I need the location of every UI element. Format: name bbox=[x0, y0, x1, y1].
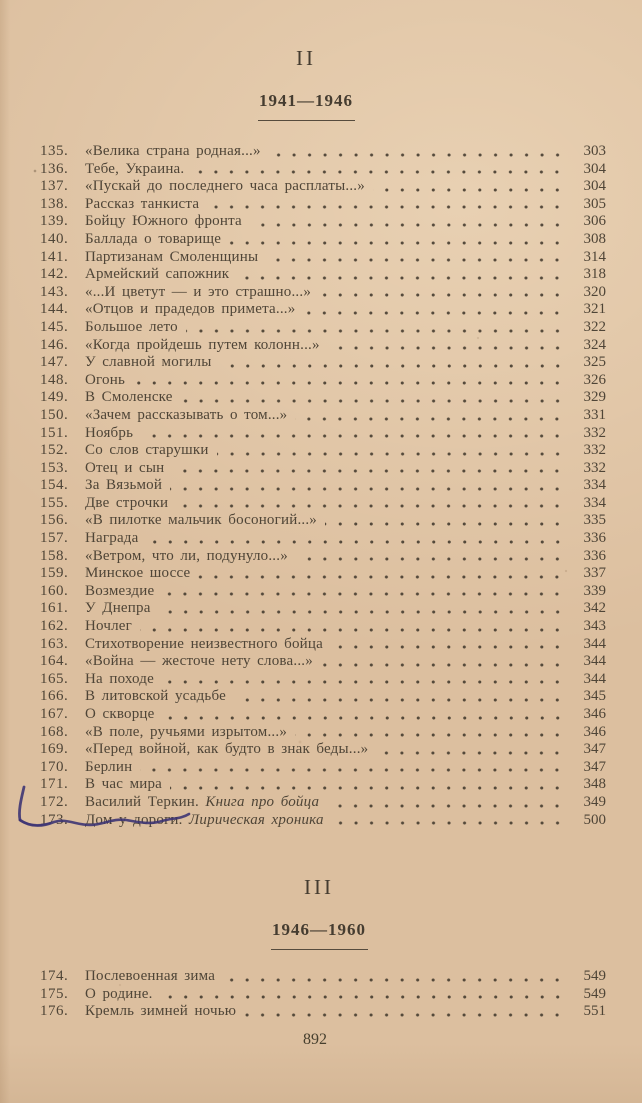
entry-page-number: 322 bbox=[583, 318, 606, 335]
toc-entry bbox=[40, 776, 606, 794]
entry-number: 167. bbox=[40, 706, 69, 722]
toc-entry bbox=[40, 407, 606, 425]
entry-title: Ноябрь bbox=[85, 424, 134, 441]
entry-title: «Ветром, что ли, подунуло...» bbox=[85, 547, 288, 564]
toc-entry bbox=[40, 600, 606, 618]
entry-page-number: 500 bbox=[583, 811, 606, 828]
entry-title: Кремль зимней ночью bbox=[85, 1003, 237, 1020]
entry-page-number: 336 bbox=[583, 530, 606, 547]
entry-title: Две строчки bbox=[85, 494, 169, 511]
entry-page-number: 551 bbox=[583, 1003, 606, 1020]
dot-leader bbox=[331, 637, 565, 652]
dot-leader bbox=[376, 743, 565, 758]
entry-number: 165. bbox=[40, 670, 69, 687]
toc-entry bbox=[40, 249, 606, 267]
entry-number: 153. bbox=[40, 459, 69, 476]
dot-leader bbox=[159, 602, 565, 617]
entry-number: 149. bbox=[40, 389, 69, 406]
entry-number: 156. bbox=[40, 512, 69, 529]
entry-page-number: 344 bbox=[583, 670, 606, 687]
entry-title: Ночлег bbox=[85, 618, 132, 635]
toc-entry bbox=[40, 512, 606, 530]
entry-title-italic: Книга про бойца bbox=[198, 793, 320, 810]
entry-title: В литовской усадьбе bbox=[85, 688, 226, 705]
dot-leader bbox=[162, 672, 565, 687]
entry-number: 155. bbox=[40, 494, 69, 511]
entry-number: 143. bbox=[40, 283, 69, 300]
entry-number: 136. bbox=[40, 160, 69, 177]
entry-title: Тебе, Украина. bbox=[85, 160, 185, 177]
entry-title: Дом у дороги. Лирическая хроника bbox=[85, 811, 324, 828]
toc-entry bbox=[40, 354, 606, 372]
toc-entry bbox=[40, 724, 606, 742]
entry-number: 157. bbox=[40, 530, 69, 547]
entry-page-number: 344 bbox=[583, 653, 606, 670]
entry-title: У Днепра bbox=[85, 600, 151, 617]
dot-leader bbox=[237, 268, 565, 283]
entry-number: 170. bbox=[40, 758, 69, 775]
toc-entry bbox=[40, 425, 606, 443]
entry-title: Большое лето bbox=[85, 318, 178, 335]
toc-entry bbox=[40, 530, 606, 548]
entry-title: На походе bbox=[85, 670, 154, 687]
entry-page-number: 347 bbox=[583, 741, 606, 758]
entry-page-number: 303 bbox=[583, 143, 606, 159]
section-years: 1946—1960 bbox=[272, 920, 366, 940]
entry-title: Минское шоссе bbox=[85, 565, 191, 582]
toc-list-1946-1960 bbox=[0, 968, 642, 1021]
entry-title: Возмездие bbox=[85, 582, 155, 599]
entry-page-number: 334 bbox=[583, 494, 606, 511]
dot-leader bbox=[140, 620, 565, 635]
entry-page-number: 326 bbox=[583, 371, 606, 388]
entry-page-number: 314 bbox=[583, 248, 606, 265]
toc-entry bbox=[40, 794, 606, 812]
dot-leader bbox=[163, 708, 566, 723]
entry-title: Награда bbox=[85, 530, 139, 547]
dot-leader bbox=[192, 162, 565, 177]
dot-leader bbox=[172, 461, 565, 476]
entry-title: «Пускай до последнего часа расплаты...» bbox=[85, 178, 365, 195]
entry-number: 174. bbox=[40, 968, 69, 985]
entry-number: 175. bbox=[40, 985, 69, 1002]
toc-entry bbox=[40, 389, 606, 407]
toc-entry bbox=[40, 636, 606, 654]
toc-entry bbox=[40, 196, 606, 214]
entry-page-number: 345 bbox=[583, 688, 606, 705]
entry-page-number: 347 bbox=[583, 758, 606, 775]
dot-leader bbox=[295, 409, 565, 424]
entry-page-number: 349 bbox=[583, 793, 606, 810]
toc-entry bbox=[40, 284, 606, 302]
dot-leader bbox=[170, 479, 565, 494]
entry-page-number: 339 bbox=[583, 582, 606, 599]
dot-leader bbox=[217, 444, 565, 459]
dot-leader bbox=[328, 338, 565, 353]
entry-title: За Вязьмой bbox=[85, 477, 163, 494]
entry-number: 137. bbox=[40, 178, 69, 195]
toc-entry bbox=[40, 460, 606, 478]
entry-number: 148. bbox=[40, 371, 69, 388]
toc-entry bbox=[40, 442, 606, 460]
dot-leader bbox=[161, 987, 565, 1002]
dot-leader bbox=[223, 970, 565, 985]
entry-page-number: 332 bbox=[583, 442, 606, 459]
entry-number: 138. bbox=[40, 195, 69, 212]
entry-number: 169. bbox=[40, 741, 69, 758]
dot-leader bbox=[186, 321, 565, 336]
entry-number: 141. bbox=[40, 248, 69, 265]
entry-page-number: 337 bbox=[583, 565, 606, 582]
toc-entry bbox=[40, 231, 606, 249]
entry-title-italic: Лирическая хроника bbox=[182, 811, 324, 828]
toc-entry bbox=[40, 548, 606, 566]
entry-title: Рассказ танкиста bbox=[85, 195, 200, 212]
dot-leader bbox=[269, 145, 565, 160]
entry-title: «Перед войной, как будто в знак беды...» bbox=[85, 741, 369, 758]
entry-number: 160. bbox=[40, 582, 69, 599]
entry-number: 162. bbox=[40, 618, 69, 635]
entry-page-number: 348 bbox=[583, 776, 606, 793]
dot-leader bbox=[162, 584, 565, 599]
entry-page-number: 334 bbox=[583, 477, 606, 494]
toc-entry bbox=[40, 301, 606, 319]
entry-number: 140. bbox=[40, 230, 69, 247]
toc-entry bbox=[40, 968, 606, 986]
entry-number: 163. bbox=[40, 635, 69, 652]
entry-title: Стихотворение неизвестного бойца bbox=[85, 635, 323, 652]
toc-entry bbox=[40, 495, 606, 513]
entry-page-number: 549 bbox=[583, 985, 606, 1002]
dot-leader bbox=[181, 391, 565, 406]
entry-page-number: 305 bbox=[583, 195, 606, 212]
toc-entry bbox=[40, 266, 606, 284]
entry-title: Партизанам Смоленщины bbox=[85, 248, 259, 265]
entry-number: 171. bbox=[40, 776, 69, 793]
dot-leader bbox=[220, 356, 566, 371]
dot-leader bbox=[373, 180, 565, 195]
entry-number: 135. bbox=[40, 143, 69, 159]
toc-entry bbox=[40, 178, 606, 196]
entry-title: Огонь bbox=[85, 371, 125, 388]
entry-page-number: 321 bbox=[583, 301, 606, 318]
entry-number: 142. bbox=[40, 266, 69, 283]
dot-leader bbox=[319, 285, 565, 300]
entry-title: «Велика страна родная...» bbox=[85, 143, 261, 159]
toc-list-1941-1946 bbox=[0, 143, 642, 829]
entry-number: 144. bbox=[40, 301, 69, 318]
entry-page-number: 320 bbox=[583, 283, 606, 300]
entry-page-number: 318 bbox=[583, 266, 606, 283]
entry-title: Берлин bbox=[85, 758, 133, 775]
section-rule-divider bbox=[258, 120, 355, 121]
entry-page-number: 324 bbox=[583, 336, 606, 353]
dot-leader bbox=[133, 373, 565, 388]
entry-number: 164. bbox=[40, 653, 69, 670]
dot-leader bbox=[332, 813, 565, 828]
toc-entry bbox=[40, 688, 606, 706]
entry-page-number: 325 bbox=[583, 354, 606, 371]
dot-leader bbox=[303, 303, 565, 318]
entry-page-number: 304 bbox=[583, 178, 606, 195]
entry-title: «Зачем рассказывать о том...» bbox=[85, 406, 288, 423]
entry-title: Послевоенная зима bbox=[85, 968, 216, 985]
entry-title: «В пилотке мальчик босоногий...» bbox=[85, 512, 317, 529]
entry-title: «...И цветут — и это страшно...» bbox=[85, 283, 312, 300]
toc-entry bbox=[40, 671, 606, 689]
entry-title: «Отцов и прадедов примета...» bbox=[85, 301, 296, 318]
toc-entry bbox=[40, 706, 606, 724]
toc-entry bbox=[40, 583, 606, 601]
dot-leader bbox=[266, 250, 565, 265]
dot-leader bbox=[321, 655, 565, 670]
dot-leader bbox=[140, 760, 565, 775]
entry-page-number: 308 bbox=[583, 230, 606, 247]
toc-entry bbox=[40, 741, 606, 759]
toc-entry bbox=[40, 161, 606, 179]
entry-title: О родине. bbox=[85, 985, 153, 1002]
entry-title: Армейский сапожник bbox=[85, 266, 230, 283]
entry-number: 166. bbox=[40, 688, 69, 705]
section-numeral: III bbox=[304, 875, 334, 900]
entry-number: 159. bbox=[40, 565, 69, 582]
entry-page-number: 335 bbox=[583, 512, 606, 529]
entry-title: В час мира bbox=[85, 776, 163, 793]
entry-number: 161. bbox=[40, 600, 69, 617]
section-rule-divider bbox=[271, 949, 368, 950]
toc-entry bbox=[40, 812, 606, 830]
dot-leader bbox=[296, 549, 565, 564]
entry-page-number: 346 bbox=[583, 706, 606, 722]
entry-number: 154. bbox=[40, 477, 69, 494]
entry-number: 150. bbox=[40, 406, 69, 423]
entry-title: «Когда пройдешь путем колонн...» bbox=[85, 336, 320, 353]
entry-page-number: 332 bbox=[583, 424, 606, 441]
toc-entry bbox=[40, 213, 606, 231]
dot-leader bbox=[229, 233, 565, 248]
toc-entry bbox=[40, 143, 606, 161]
entry-title: «В поле, ручьями изрытом...» bbox=[85, 723, 288, 740]
section-numeral: II bbox=[296, 46, 316, 70]
entry-page-number: 343 bbox=[583, 618, 606, 635]
dot-leader bbox=[176, 496, 565, 511]
entry-title: Баллада о товарище bbox=[85, 230, 222, 247]
entry-page-number: 304 bbox=[583, 160, 606, 177]
entry-page-number: 306 bbox=[583, 213, 606, 230]
entry-page-number: 336 bbox=[583, 547, 606, 564]
toc-entry bbox=[40, 565, 606, 583]
entry-number: 145. bbox=[40, 318, 69, 335]
toc-entry bbox=[40, 477, 606, 495]
folio-page-number: 892 bbox=[303, 1030, 327, 1048]
entry-page-number: 331 bbox=[583, 406, 606, 423]
entry-page-number: 344 bbox=[583, 635, 606, 652]
entry-title: О скворце bbox=[85, 706, 155, 722]
entry-page-number: 549 bbox=[583, 968, 606, 985]
entry-number: 172. bbox=[40, 793, 69, 810]
dot-leader bbox=[325, 514, 565, 529]
dot-leader bbox=[147, 532, 566, 547]
entry-title: Отец и сын bbox=[85, 459, 165, 476]
toc-entry bbox=[40, 759, 606, 777]
toc-entry bbox=[40, 1003, 606, 1021]
entry-number: 158. bbox=[40, 547, 69, 564]
entry-title: Со слов старушки bbox=[85, 442, 209, 459]
toc-entry bbox=[40, 618, 606, 636]
dot-leader bbox=[207, 197, 565, 212]
toc-entry bbox=[40, 653, 606, 671]
entry-number: 146. bbox=[40, 336, 69, 353]
toc-entry bbox=[40, 337, 606, 355]
entry-number: 168. bbox=[40, 723, 69, 740]
entry-title: Василий Теркин. Книга про бойца bbox=[85, 793, 320, 810]
entry-title: У славной могилы bbox=[85, 354, 212, 371]
toc-entry bbox=[40, 986, 606, 1004]
entry-page-number: 329 bbox=[583, 389, 606, 406]
entry-page-number: 342 bbox=[583, 600, 606, 617]
entry-number: 176. bbox=[40, 1003, 69, 1020]
section-1941-1946 bbox=[0, 46, 642, 829]
dot-leader bbox=[198, 567, 565, 582]
entry-number: 152. bbox=[40, 442, 69, 459]
section-1946-1960 bbox=[0, 875, 642, 1021]
dot-leader bbox=[141, 426, 565, 441]
dot-leader bbox=[170, 778, 565, 793]
entry-page-number: 332 bbox=[583, 459, 606, 476]
entry-title: «Война — жесточе нету слова...» bbox=[85, 653, 313, 670]
dot-leader bbox=[295, 725, 565, 740]
entry-number: 151. bbox=[40, 424, 69, 441]
entry-number: 147. bbox=[40, 354, 69, 371]
entry-page-number: 346 bbox=[583, 723, 606, 740]
dot-leader bbox=[250, 215, 565, 230]
dot-leader bbox=[244, 1005, 565, 1020]
entry-number: 173. bbox=[40, 811, 69, 828]
dot-leader bbox=[234, 690, 565, 705]
toc-entry bbox=[40, 319, 606, 337]
entry-title: Бойцу Южного фронта bbox=[85, 213, 242, 230]
entry-title: В Смоленске bbox=[85, 389, 173, 406]
dot-leader bbox=[327, 796, 565, 811]
toc-entry bbox=[40, 372, 606, 390]
entry-number: 139. bbox=[40, 213, 69, 230]
section-years: 1941—1946 bbox=[259, 91, 353, 110]
